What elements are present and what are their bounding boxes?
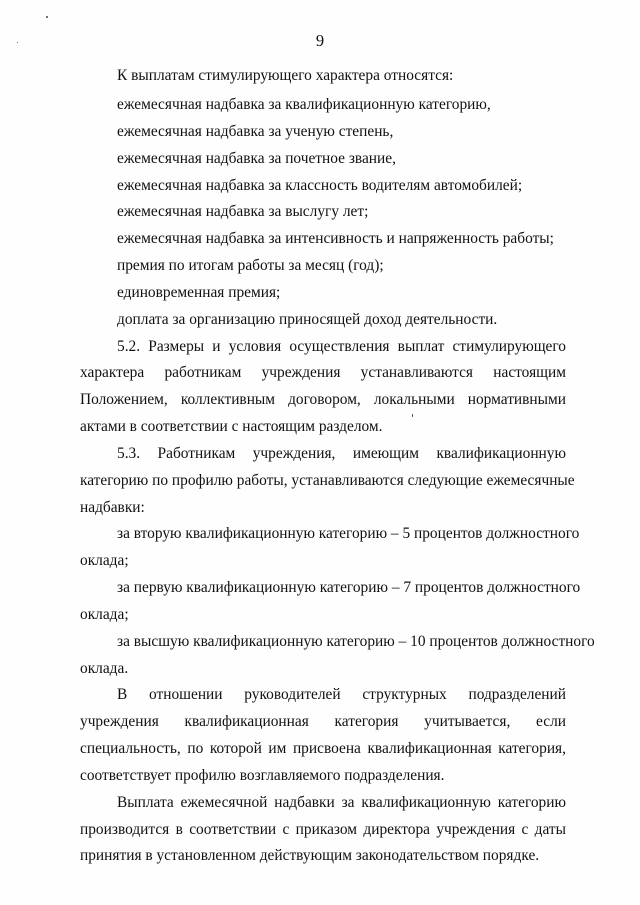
- text-line: единовременная премия;: [117, 284, 281, 301]
- text-line: оклада;: [80, 552, 129, 569]
- text-line: ежемесячная надбавка за интенсивность и напряженность работы;: [117, 230, 554, 247]
- text-line: Выплата ежемесячной надбавки за квалификационную категорию: [117, 794, 566, 811]
- text-line: доплата за организацию приносящей доход деятельности.: [117, 311, 498, 328]
- scan-speck: [46, 16, 48, 18]
- text-line: категорию по профилю работы, устанавливаются следующие ежемесячные: [80, 472, 575, 489]
- text-line: производится в соответствии с приказом директора учреждения с даты: [80, 821, 566, 838]
- text-line: актами в соответствии с настоящим разделом.: [80, 418, 383, 435]
- text-line: 5.3. Работникам учреждения, имеющим квалификационную: [117, 445, 566, 462]
- text-line: Положением, коллективным договором, локальными нормативными: [80, 391, 566, 408]
- text-line: ежемесячная надбавка за почетное звание,: [117, 150, 396, 167]
- text-line: ежемесячная надбавка за выслугу лет;: [117, 203, 369, 220]
- text-line: К выплатам стимулирующего характера относятся:: [117, 67, 454, 84]
- page-number: 9: [315, 31, 325, 50]
- text-line: соответствует профилю возглавляемого подразделения.: [80, 767, 445, 784]
- text-line: ежемесячная надбавка за классность водителям автомобилей;: [117, 177, 523, 194]
- text-line: учреждения квалификационная категория учитывается, если: [80, 713, 566, 730]
- text-line: В отношении руководителей структурных подразделений: [117, 686, 566, 703]
- text-line: оклада.: [80, 660, 129, 677]
- text-line: специальность, по которой им присвоена квалификационная категория,: [80, 740, 566, 757]
- text-line: за вторую квалификационную категорию – 5 процентов должностного: [117, 525, 580, 542]
- text-line: ежемесячная надбавка за ученую степень,: [117, 123, 394, 140]
- text-line: за первую квалификационную категорию – 7 процентов должностного: [117, 579, 581, 596]
- text-line: ежемесячная надбавка за квалификационную категорию,: [117, 96, 491, 113]
- text-line: за высшую квалификационную категорию – 10 процентов должностного: [117, 633, 595, 650]
- text-line: характера работникам учреждения устанавливаются настоящим: [80, 364, 566, 381]
- text-line: премия по итогам работы за месяц (год);: [117, 257, 384, 274]
- text-line: 5.2. Размеры и условия осуществления выплат стимулирующего: [117, 338, 566, 355]
- text-line: оклада;: [80, 606, 129, 623]
- text-line: принятия в установленном действующим законодательством порядке.: [80, 847, 540, 864]
- text-line: надбавки:: [80, 499, 145, 516]
